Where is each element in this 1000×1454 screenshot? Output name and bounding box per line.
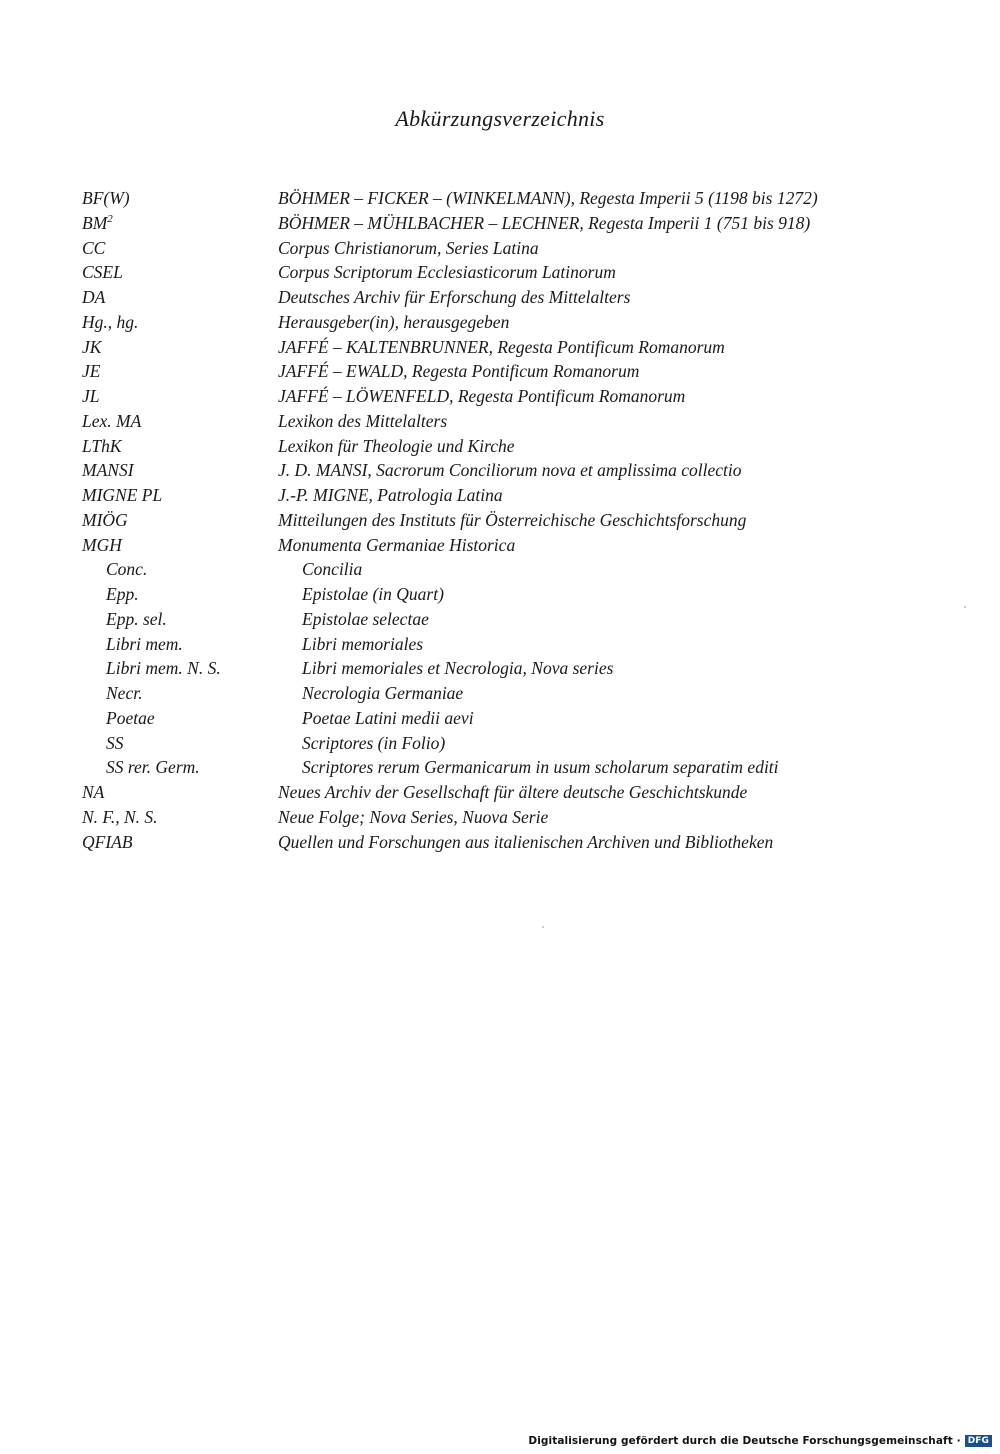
abbreviation-definition: Scriptores rerum Germanicarum in usum scholarum separatim editi [302,757,779,778]
abbreviation-term [82,285,278,310]
abbreviation-term-text: Epp. sel. [106,608,167,629]
abbreviation-row [82,830,942,855]
abbreviation-definition: Corpus Scriptorum Ecclesiasticorum Latinorum [278,262,616,283]
abbreviation-row [82,706,942,731]
abbreviation-definition: JAFFÉ – EWALD, Regesta Pontificum Romanorum [278,361,640,382]
abbreviation-row [82,681,942,706]
abbreviation-term-text: SS [106,732,124,753]
abbreviation-term [82,731,278,756]
abbreviation-row [82,335,942,360]
abbreviation-row [82,533,942,558]
abbreviation-term-text: MGH [82,534,122,555]
abbreviation-definition: Neue Folge; Nova Series, Nuova Serie [278,806,549,827]
abbreviation-term [82,582,278,607]
abbreviation-term [82,830,278,855]
abbreviation-definition: Libri memoriales et Necrologia, Nova series [302,658,614,679]
abbreviation-term [82,384,278,409]
abbreviation-definition: BÖHMER – MÜHLBACHER – LECHNER, Regesta Imperii 1 (751 bis 918) [278,212,811,233]
abbreviation-term-text: Libri mem. N. S. [106,658,221,679]
abbreviation-term-text: DA [82,287,106,307]
footer-text: Digitalisierung gefördert durch die Deutsche Forschungsgemeinschaft · [528,1435,961,1447]
abbreviation-term [82,656,278,681]
abbreviation-term-text: Conc. [106,559,148,580]
abbreviation-term-text: N. F., N. S. [82,806,158,827]
abbreviation-term [82,780,278,805]
abbreviation-row [82,632,942,657]
abbreviation-term-text: JE [82,361,101,382]
abbreviation-term-text: Hg., hg. [82,311,139,332]
abbreviation-row [82,409,942,434]
abbreviation-term [82,359,278,384]
abbreviation-definition: Quellen und Forschungen aus italienischen Archiven und Bibliotheken [278,831,774,852]
abbreviation-row [82,805,942,830]
abbreviation-definition: BÖHMER – FICKER – (WINKELMANN), Regesta Imperii 5 (1198 bis 1272) [278,188,818,208]
abbreviation-term [82,632,278,657]
abbreviation-row [82,458,942,483]
abbreviation-definition: J.-P. MIGNE, Patrologia Latina [278,485,503,505]
abbreviation-row [82,236,942,261]
abbreviation-definition: Herausgeber(in), herausgegeben [278,311,510,332]
abbreviation-definition: Lexikon des Mittelalters [278,410,448,431]
abbreviation-term [82,434,278,459]
abbreviation-definition: Epistolae selectae [302,608,429,629]
abbreviation-term-text: JL [82,386,100,406]
abbreviation-term-text: NA [82,782,105,802]
abbreviation-term-text: SS rer. Germ. [106,757,200,778]
abbreviation-term-text: BF(W) [82,188,130,208]
edition-superscript: 2 [107,212,113,225]
abbreviation-term [82,755,278,780]
abbreviation-term [82,260,278,285]
abbreviation-definition: Concilia [302,559,363,580]
abbreviation-term [82,805,278,830]
abbreviation-term-text: MIÖG [82,509,128,530]
scan-speck [964,606,966,608]
abbreviation-row [82,310,942,335]
abbreviation-term-text: CSEL [82,262,123,283]
abbreviation-term [82,236,278,261]
abbreviation-definition: Scriptores (in Folio) [302,732,446,753]
abbreviation-term-text: BM [82,212,108,233]
abbreviation-definition: J. D. MANSI, Sacrorum Conciliorum nova et amplissima collectio [278,460,742,481]
abbreviation-row [82,186,942,211]
abbreviation-row [82,285,942,310]
abbreviation-term [82,335,278,360]
abbreviation-term [82,409,278,434]
abbreviation-row [82,557,942,582]
abbreviation-definition: Neues Archiv der Gesellschaft für ältere deutsche Geschichtskunde [278,782,748,802]
abbreviation-term [82,508,278,533]
abbreviation-term [82,607,278,632]
abbreviation-definition: JAFFÉ – LÖWENFELD, Regesta Pontificum Romanorum [278,386,686,406]
abbreviation-term-text: MIGNE PL [82,485,163,505]
abbreviation-term-text: QFIAB [82,831,133,852]
abbreviation-term [82,681,278,706]
abbreviation-row [82,755,942,780]
abbreviation-term [82,211,278,236]
abbreviation-row [82,384,942,409]
abbreviation-row [82,582,942,607]
abbreviation-term [82,310,278,335]
scan-speck [542,926,544,928]
abbreviation-row [82,211,942,236]
abbreviation-term [82,533,278,558]
abbreviation-term-text: Epp. [106,584,139,604]
abbreviation-row [82,508,942,533]
abbreviation-term-text: MANSI [82,460,134,481]
abbreviation-row [82,731,942,756]
abbreviation-definition: Monumenta Germaniae Historica [278,534,516,555]
abbreviation-term-text: Necr. [106,683,143,703]
abbreviation-term-text: Poetae [106,707,155,728]
abbreviation-definition: Mitteilungen des Instituts für Österreichische Geschichtsforschung [278,509,747,530]
abbreviation-row [82,434,942,459]
dfg-logo: DFG [965,1435,992,1447]
abbreviation-definition: Necrologia Germaniae [302,683,464,703]
abbreviation-row [82,260,942,285]
abbreviation-list [82,186,942,854]
abbreviation-term [82,458,278,483]
abbreviation-definition: Libri memoriales [302,633,424,654]
abbreviation-row [82,359,942,384]
abbreviation-definition: Epistolae (in Quart) [302,584,444,604]
abbreviation-definition: JAFFÉ – KALTENBRUNNER, Regesta Pontificum Romanorum [278,336,725,357]
funding-footer [528,1435,992,1447]
abbreviation-definition: Deutsches Archiv für Erforschung des Mittelalters [278,287,631,307]
abbreviation-term [82,483,278,508]
abbreviation-definition: Lexikon für Theologie und Kirche [278,435,515,456]
abbreviation-definition: Poetae Latini medii aevi [302,707,474,728]
abbreviation-term-text: CC [82,237,106,258]
abbreviation-term [82,186,278,211]
abbreviation-term [82,706,278,731]
page-title: Abkürzungsverzeichnis [395,106,605,131]
abbreviation-row [82,607,942,632]
abbreviation-term-text: JK [82,336,102,357]
abbreviation-term-text: LThK [82,435,122,456]
abbreviation-term-text: Lex. MA [82,410,142,431]
abbreviation-term [82,557,278,582]
abbreviation-term-text: Libri mem. [106,633,183,654]
abbreviation-definition: Corpus Christianorum, Series Latina [278,237,539,258]
abbreviation-row [82,780,942,805]
abbreviation-row [82,483,942,508]
abbreviation-row [82,656,942,681]
